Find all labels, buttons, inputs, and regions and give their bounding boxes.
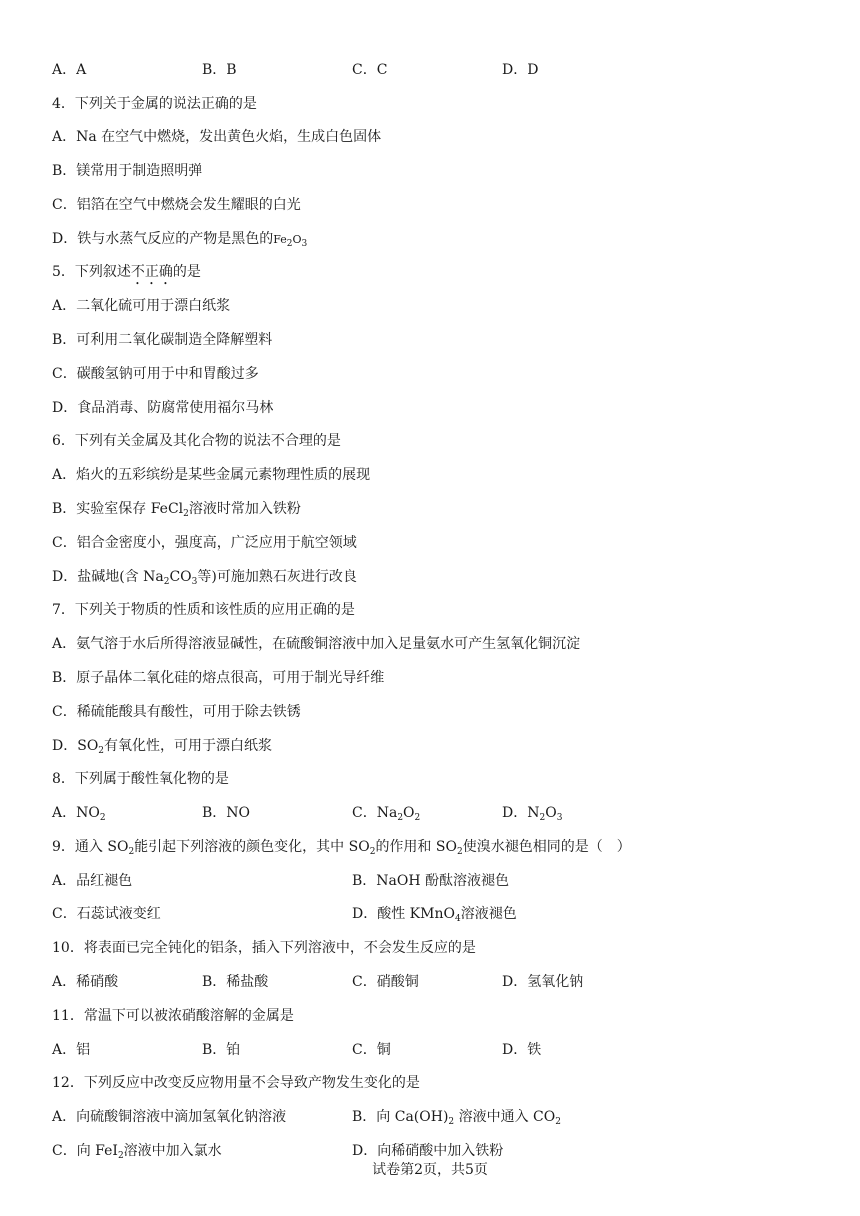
q8-option-c: C．$Na_2O_2$	[352, 805, 421, 823]
emphasis-not-correct: 不正确	[130, 264, 173, 280]
q9-options-row-2	[52, 903, 820, 925]
q7-option-c: C．稀硫能酸具有酸性，可用于除去铁锈	[52, 704, 301, 720]
q11-stem: 11．常温下可以被浓硝酸溶解的金属是	[52, 1008, 294, 1024]
page-footer: 试卷第2页，共5页	[372, 1162, 488, 1178]
q7-option-d: D．$SO_2$有氧化性，可用于漂白纸浆	[52, 738, 273, 756]
q8-stem: 8．下列属于酸性氧化物的是	[52, 771, 229, 787]
q5-option-c: C．碳酸氢钠可用于中和胃酸过多	[52, 366, 259, 382]
q11-option-c: C．铜	[352, 1042, 391, 1058]
q3-option-c: C．C	[352, 62, 388, 78]
q11-option-a: A．铝	[52, 1042, 91, 1058]
q8-option-b: B．NO	[202, 805, 251, 821]
q7-stem: 7．下列关于物质的性质和该性质的应用正确的是	[52, 602, 355, 618]
q8-option-a: A．$NO_2$	[52, 805, 106, 823]
fe2o3-formula: $Fe_2O_3$	[273, 233, 308, 249]
q11-option-b: B．铂	[202, 1042, 241, 1058]
q12-options-row-1	[52, 1106, 820, 1128]
q9-option-a: A．品红褪色	[52, 873, 133, 889]
q10-option-d: D．氢氧化钠	[502, 974, 584, 990]
q9-stem: 9．通入 $SO_2$能引起下列溶液的颜色变化，其中 $SO_2$的作用和 $SO_2$使溴水褪色相同的是（ ）	[52, 839, 631, 857]
q7-option-b: B．原子晶体二氧化硅的熔点很高，可用于制光导纤维	[52, 670, 385, 686]
q7-option-a: A．氨气溶于水后所得溶液显碱性，在硫酸铜溶液中加入足量氨水可产生氢氧化铜沉淀	[52, 636, 581, 652]
q6-option-a: A．焰火的五彩缤纷是某些金属元素物理性质的展现	[52, 467, 371, 483]
q3-options-row	[52, 59, 820, 81]
q4-option-a: A．Na 在空气中燃烧，发出黄色火焰，生成白色固体	[52, 129, 382, 145]
q5-option-b: B．可利用二氧化碳制造全降解塑料	[52, 332, 273, 348]
q10-option-b: B．稀盐酸	[202, 974, 269, 990]
q5-option-d: D．食品消毒、防腐常使用福尔马林	[52, 400, 274, 416]
q9-option-d: D．酸性 KMnO$_4$溶液褪色	[352, 906, 517, 924]
q6-option-d: D．盐碱地(含 $Na_2CO_3$等)可施加熟石灰进行改良	[52, 569, 357, 587]
q3-option-a: A．A	[52, 62, 87, 78]
q9-option-c: C．石蕊试液变红	[52, 906, 161, 922]
q12-option-d: D．向稀硝酸中加入铁粉	[352, 1143, 504, 1159]
q10-options-row	[52, 971, 820, 993]
q12-option-a: A．向硫酸铜溶液中滴加氢氧化钠溶液	[52, 1109, 287, 1125]
q10-option-a: A．稀硝酸	[52, 974, 119, 990]
q8-option-d: D．$N_2O_3$	[502, 805, 563, 823]
q9-option-b: B．NaOH 酚酞溶液褪色	[352, 873, 510, 889]
q4-option-c: C．铝箔在空气中燃烧会发生耀眼的白光	[52, 197, 301, 213]
q3-option-d: D．D	[502, 62, 539, 78]
q11-option-d: D．铁	[502, 1042, 542, 1058]
q10-stem: 10．将表面已完全钝化的铝条，插入下列溶液中，不会发生反应的是	[52, 940, 476, 956]
q9-options-row-1	[52, 870, 820, 892]
q4-option-d: D．铁与水蒸气反应的产物是黑色的$Fe_2O_3$	[52, 231, 308, 249]
q6-option-c: C．铝合金密度小，强度高，广泛应用于航空领域	[52, 535, 357, 551]
q11-options-row	[52, 1039, 820, 1061]
q5-stem: 5．下列叙述不正确的是	[52, 264, 201, 280]
q12-stem: 12．下列反应中改变反应物用量不会导致产物发生变化的是	[52, 1075, 420, 1091]
q6-stem: 6．下列有关金属及其化合物的说法不合理的是	[52, 433, 341, 449]
q6-option-b: B．实验室保存 FeCl$_2$溶液时常加入铁粉	[52, 501, 301, 519]
q3-option-b: B．B	[202, 62, 237, 78]
q4-option-b: B．镁常用于制造照明弹	[52, 163, 203, 179]
q8-options-row	[52, 802, 820, 824]
q12-option-b: B．向 $Ca(OH)_2$ 溶液中通入 $CO_2$	[352, 1109, 561, 1127]
q10-option-c: C．硝酸铜	[352, 974, 419, 990]
q5-option-a: A．二氧化硫可用于漂白纸浆	[52, 298, 231, 314]
q4-stem: 4．下列关于金属的说法正确的是	[52, 96, 257, 112]
q12-option-c: C．向 FeI$_2$溶液中加入氯水	[52, 1143, 222, 1161]
